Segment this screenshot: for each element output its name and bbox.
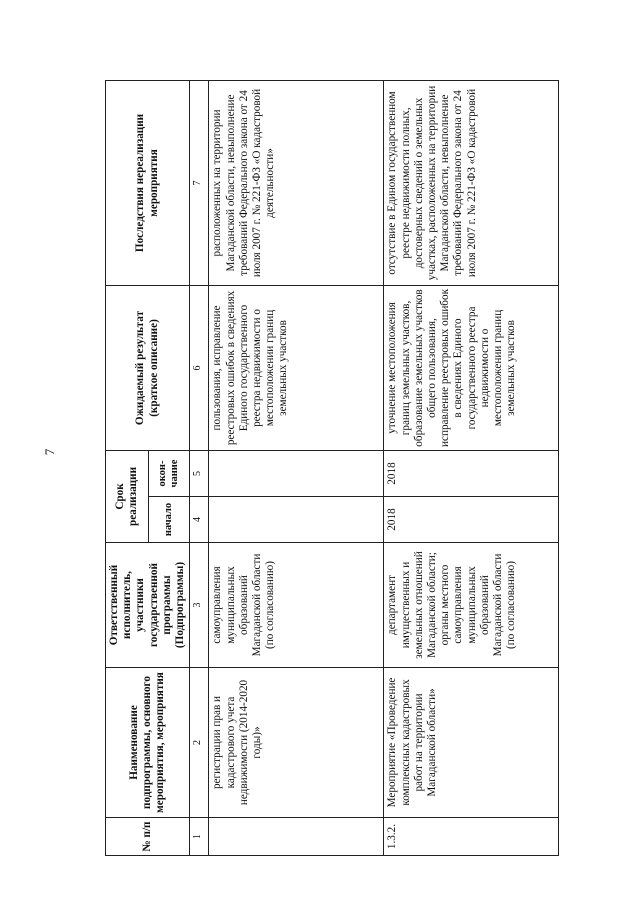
row-number <box>209 818 384 856</box>
column-number: 6 <box>190 285 209 450</box>
header-result: Ожидаемый результат (краткое описание) <box>106 285 190 450</box>
row-number: 1.3.2. <box>384 818 559 856</box>
row-consequence: расположенных на территории Магаданской области, невыполнение требований Федерального закона от 24 июля 2007 г. № 221-ФЗ «О кадастровой деятельности» <box>209 80 384 285</box>
row-name: Мероприятие «Проведение комплексных кадастровых работ на территории Магаданской области» <box>384 668 559 818</box>
header-start: начало <box>149 497 190 543</box>
page-number: 7 <box>42 448 57 456</box>
header-name: Наименование подпрограммы, основного мероприятия, мероприятия <box>106 668 190 818</box>
column-number: 1 <box>190 818 209 856</box>
row-start: 2018 <box>384 497 559 543</box>
column-number: 3 <box>190 543 209 668</box>
row-name: регистрации прав и кадастрового учета недвижимости (2014-2020 годы)» <box>209 668 384 818</box>
row-start <box>209 497 384 543</box>
column-number: 2 <box>190 668 209 818</box>
table-row <box>384 80 559 855</box>
column-number: 7 <box>190 80 209 285</box>
program-activities-table <box>105 80 559 856</box>
rotated-table-container <box>105 81 625 856</box>
row-result: пользования, исправление реестровых ошибок в сведениях Единого государственного реестра недвижимости о местоположении границ земельных участков <box>209 285 384 450</box>
header-end: окон-чание <box>149 450 190 496</box>
column-number: 5 <box>190 450 209 496</box>
column-number: 4 <box>190 497 209 543</box>
row-executor: департамент имущественных и земельных отношений Магаданской области; органы местного самоуправления муниципальных образований Магаданской области (по согласованию) <box>384 543 559 668</box>
table-row <box>209 80 384 855</box>
column-number-row <box>190 80 209 855</box>
row-result: уточнение местоположения границ земельных участков, образование земельных участков общего пользования, исправление реестровых ошибок в сведениях Единого государственного реестра недвижимости о местоположении границ земельных участков <box>384 285 559 450</box>
header-consequence: Последствия нереализации мероприятия <box>106 80 190 285</box>
row-executor: самоуправления муниципальных образований Магаданской области (по согласованию) <box>209 543 384 668</box>
header-num: № п/п <box>106 818 190 856</box>
header-executor: Ответственный исполнитель, участники государственной программы (Подпрограммы) <box>106 543 190 668</box>
header-term: Срок реализации <box>106 450 149 542</box>
header-row <box>106 80 149 855</box>
row-end: 2018 <box>384 450 559 496</box>
row-end <box>209 450 384 496</box>
row-consequence: отсутствие в Едином государственном реестре недвижимости полных, достоверных сведений о земельных участках, расположенных на территории Магаданской области, невыполнение требований Федерального закона от 24 июля 2007 г. № 221-ФЗ «О кадастровой <box>384 80 559 285</box>
